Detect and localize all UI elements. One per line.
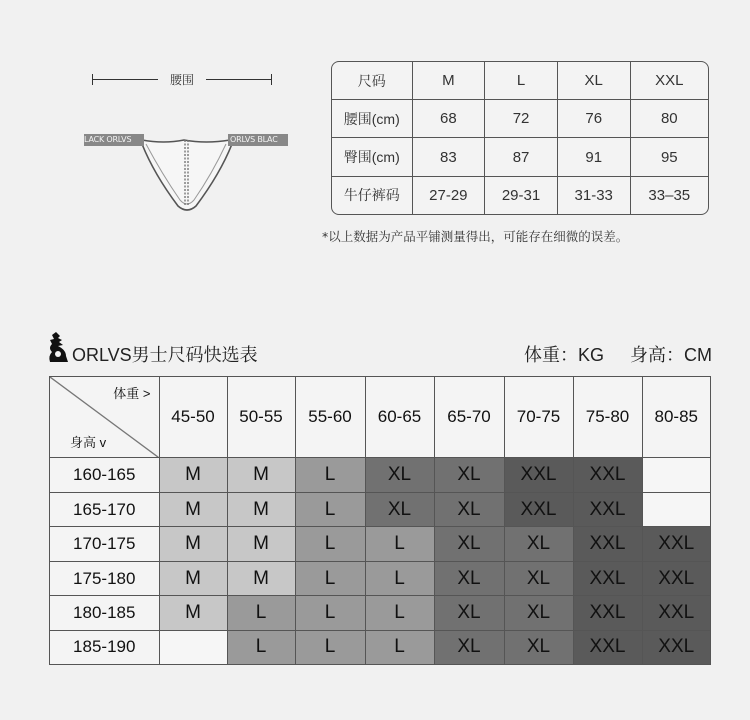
size-cell: XL	[434, 596, 504, 630]
waistband-left: LACK ORLVS	[84, 134, 144, 146]
size-cell: XXL	[573, 492, 642, 526]
weight-range-header: 50-55	[227, 377, 295, 458]
weight-range-header: 45-50	[159, 377, 227, 458]
waistband-right: ORLVS BLAC	[228, 134, 288, 146]
spec-cell: 95	[630, 138, 708, 176]
unit-legend	[524, 341, 712, 367]
size-cell: L	[227, 630, 295, 664]
size-cell: L	[227, 596, 295, 630]
spec-header-cell: M	[412, 62, 485, 100]
waist-label: 腰围	[169, 73, 194, 87]
weight-range-header: 75-80	[573, 377, 642, 458]
size-cell: M	[227, 527, 295, 561]
size-cell: M	[159, 458, 227, 492]
brief-outline-image	[84, 134, 290, 216]
size-cell: L	[295, 458, 365, 492]
height-row	[50, 596, 710, 630]
size-cell: XXL	[642, 596, 710, 630]
measurement-note: *以上数据为产品平铺测量得出，可能存在细微的误差。	[322, 229, 629, 244]
chart-header-row	[50, 377, 710, 458]
height-row	[50, 492, 710, 526]
size-cell: XL	[504, 527, 573, 561]
spec-row-jeans	[332, 176, 708, 214]
height-row	[50, 458, 710, 492]
size-cell: XXL	[642, 561, 710, 595]
spec-cell: 68	[412, 100, 485, 138]
weight-range-header: 55-60	[295, 377, 365, 458]
size-cell: XL	[504, 561, 573, 595]
empty-size-cell	[159, 630, 227, 664]
size-cell: M	[227, 492, 295, 526]
quick-chart-title: ORLVS男士尺码快选表	[72, 345, 258, 365]
weight-range-header: 80-85	[642, 377, 710, 458]
spec-cell: 91	[557, 138, 630, 176]
spec-header-cell: 尺码	[332, 62, 412, 100]
spec-cell: 80	[630, 100, 708, 138]
waist-measure-guide	[92, 70, 272, 90]
spec-header-cell: L	[485, 62, 558, 100]
size-cell: XL	[434, 458, 504, 492]
weight-range-header: 70-75	[504, 377, 573, 458]
brand-logo-icon	[46, 330, 70, 364]
spec-cell: 76	[557, 100, 630, 138]
chart-corner-cell	[50, 377, 159, 458]
size-cell: XXL	[573, 527, 642, 561]
corner-height-label: 身高 v	[70, 435, 107, 451]
size-cell: XL	[504, 596, 573, 630]
height-row	[50, 630, 710, 664]
size-cell: XL	[434, 492, 504, 526]
height-range-label: 170-175	[50, 527, 159, 561]
spec-header-cell: XXL	[630, 62, 708, 100]
spec-cell: 31-33	[557, 176, 630, 214]
brief-illustration	[84, 134, 290, 216]
size-cell: XXL	[573, 458, 642, 492]
size-quick-chart	[49, 376, 711, 665]
size-cell: M	[227, 561, 295, 595]
size-cell: L	[295, 527, 365, 561]
size-cell: L	[295, 596, 365, 630]
spec-cell: 72	[485, 100, 558, 138]
size-cell: M	[159, 596, 227, 630]
size-cell: XL	[365, 492, 434, 526]
height-range-label: 165-170	[50, 492, 159, 526]
size-cell: L	[295, 492, 365, 526]
size-cell: M	[159, 527, 227, 561]
size-cell: XXL	[504, 492, 573, 526]
weight-range-header: 60-65	[365, 377, 434, 458]
height-range-label: 160-165	[50, 458, 159, 492]
size-cell: XL	[434, 561, 504, 595]
empty-size-cell	[642, 458, 710, 492]
height-unit-label: 身高：CM	[630, 345, 712, 365]
spec-row-label: 臀围(cm)	[332, 138, 412, 176]
size-cell: XXL	[642, 527, 710, 561]
spec-cell: 87	[485, 138, 558, 176]
size-cell: M	[159, 492, 227, 526]
size-cell: L	[365, 527, 434, 561]
empty-size-cell	[642, 492, 710, 526]
size-spec-table	[331, 61, 709, 215]
size-cell: M	[227, 458, 295, 492]
size-cell: XL	[434, 630, 504, 664]
size-cell: XXL	[573, 561, 642, 595]
spec-header-cell: XL	[557, 62, 630, 100]
size-cell: M	[159, 561, 227, 595]
size-cell: XXL	[504, 458, 573, 492]
corner-weight-label: 体重 >	[113, 386, 151, 401]
spec-header-row	[332, 62, 708, 100]
spec-row-label: 腰围(cm)	[332, 100, 412, 138]
weight-range-header: 65-70	[434, 377, 504, 458]
spec-cell: 29-31	[485, 176, 558, 214]
weight-unit-label: 体重：KG	[523, 345, 604, 365]
size-cell: L	[295, 561, 365, 595]
height-range-label: 175-180	[50, 561, 159, 595]
height-range-label: 185-190	[50, 630, 159, 664]
size-cell: XL	[365, 458, 434, 492]
size-cell: XXL	[642, 630, 710, 664]
height-row	[50, 561, 710, 595]
size-cell: XXL	[573, 630, 642, 664]
measure-tick-right	[271, 74, 272, 85]
spec-row-waist	[332, 100, 708, 138]
height-row	[50, 527, 710, 561]
spec-cell: 27-29	[412, 176, 485, 214]
size-cell: L	[365, 596, 434, 630]
spec-cell: 83	[412, 138, 485, 176]
size-cell: XL	[504, 630, 573, 664]
size-cell: XXL	[573, 596, 642, 630]
spec-cell: 33–35	[648, 186, 691, 204]
measure-line-right	[206, 79, 272, 80]
size-cell: L	[365, 561, 434, 595]
spec-row-hip	[332, 138, 708, 176]
size-cell: XL	[434, 527, 504, 561]
size-cell: L	[365, 630, 434, 664]
spec-row-label: 牛仔裤码	[332, 176, 412, 214]
size-cell: L	[295, 630, 365, 664]
height-range-label: 180-185	[50, 596, 159, 630]
